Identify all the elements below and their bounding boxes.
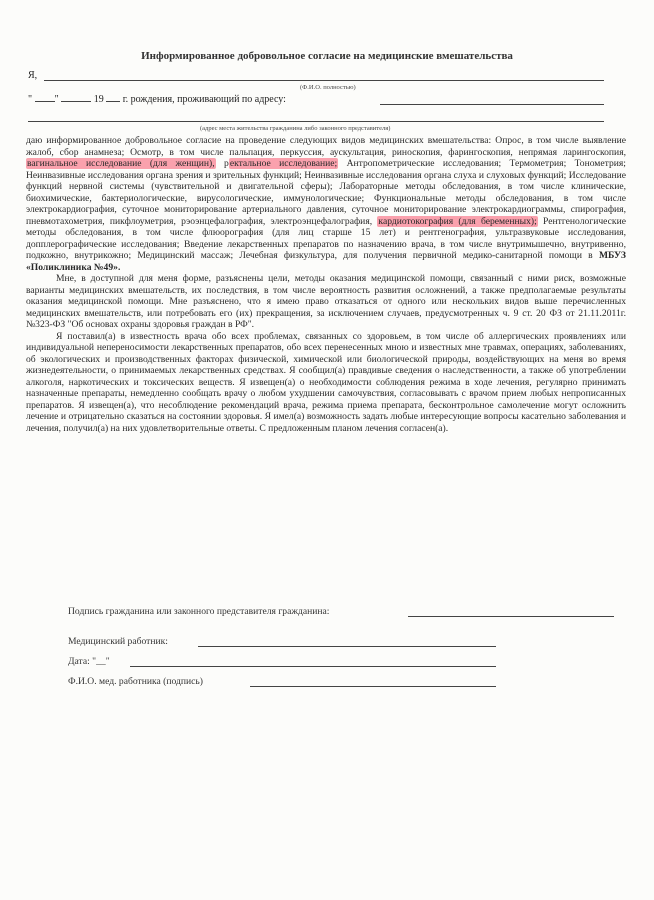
disclosure-paragraph: Я поставил(а) в известность врача обо всех проблемах, связанных со здоровьем, в том числе об аллергических проявлениях или индивидуальной непереносимости лекарственных препаратов, обо всех перенесенных мною и известных мне травмах, операциях, заболеваниях, об экологических и производственных факторах физической, химической или биологической природы, воздействующих на меня во время жизнедеятельности, о принимаемых лекарственных средствах. Я сообщил(а) правдивые сведения о наследственности, а также об употреблении алкоголя, наркотических и токсических веществ. Я извещен(а) о необходимости соблюдения режима в ходе лечения, регулярно принимать назначенные препараты, немедленно сообщать врачу о любом ухудшении самочувствия, согласовывать с врачом прием любых непрописанных препаратов. Я извещен(а), что несоблюдение рекомендаций врача, режима приема препарата, бесконтрольное самолечение могут осложнить лечение и отрицательно сказаться на состоянии здоровья. Я имел(а) возможность задать любые интересующие вопросы касательно заболевания и лечения, получил(а) на них удовлетворительные ответы. С предложенным планом лечения согласен(а).: [26, 330, 626, 434]
birth-address-line: " " 19 г. рождения, проживающий по адресу:: [28, 94, 286, 105]
procedures-text-2: р: [224, 158, 229, 169]
medic-fio-label: Ф.И.О. мед. работника (подпись): [68, 676, 203, 687]
consent-body: [26, 135, 626, 434]
birth-year-prefix: 19: [93, 94, 104, 105]
procedures-text-3: Антропометрические исследования; Термометрия; Тонометрия; Неинвазивные исследования органа зрения и зрительных функций; Неинвазивные исследования органа слуха и слуховых функций; Исследование функций нервной системы (чувствительной и двигательной сферы); Лабораторные методы обследования, в том числе клинические, биохимические, бактериологические, вирусологические, иммунологические; Функциональные методы обследования, в том числе электрокардиография, суточное мониторирование артериального давления, суточное мониторирование электрокардиограммы, спирография, пневмотахометрия, пикфлоуметрия, рэоэнцефалография, электроэнцефалография,: [26, 158, 626, 227]
birth-quote: ": [28, 94, 33, 105]
address-rule-1: [380, 104, 604, 105]
ya-label: Я,: [28, 70, 38, 81]
highlight-rectal-exam: ектальное исследование;: [229, 158, 338, 169]
highlight-cardiotocography: кардиотокография (для беременных);: [378, 215, 537, 227]
birth-suffix: г. рождения, проживающий по адресу:: [122, 94, 286, 105]
address-rule-2: [28, 121, 604, 122]
medic-fio-rule[interactable]: [250, 686, 496, 687]
highlight-vaginal-exam: вагинальное исследование (для женщин),: [27, 158, 215, 169]
fio-caption: (Ф.И.О. полностью): [300, 84, 356, 91]
document-title: Информированное добровольное согласие на медицинские вмешательства: [141, 50, 513, 62]
fio-rule: [44, 80, 604, 81]
medic-signature-rule[interactable]: [198, 646, 496, 647]
procedures-paragraph: [26, 135, 626, 273]
procedures-text-4: Рентгенологические методы обследования, в том числе флюорография (для лиц старше 15 лет) и рентгенография, ультразвуковые исследования, допплерографические исследования; Введение лекарственных препаратов по назначению врача, в том числе внутримышечно, внутривенно, подкожно, внутрикожно; Медицинский массаж; Лечебная физкультура, для получения первичной медико-санитарной помощи в: [26, 215, 626, 261]
explanation-paragraph: Мне, в доступной для меня форме, разъяснены цели, методы оказания медицинской помощи, связанный с ними риск, возможные варианты медицинских вмешательств, их последствия, в том числе вероятность развития осложнений, а также предполагаемые результаты оказания медицинской помощи. Мне разъяснено, что я имею право отказаться от одного или нескольких видов выше перечисленных медицинских вмешательств, или потребовать его (их) прекращения, за исключением случаев, предусмотренных ч. 9 ст. 20 ФЗ от 21.11.2011г. №323-ФЗ "Об основах охраны здоровья граждан в РФ".: [26, 273, 626, 330]
citizen-signature-rule[interactable]: [408, 616, 614, 617]
procedures-text-1: даю информированное добровольное согласие на проведение следующих видов медицинских вмешательства: Опрос, в том числе выявление жалоб, сбор анамнеза; Осмотр, в том числе пальпация, перкуссия, аускультация, риноскопия, фарингоскопия, непрямая ларингоскопия,: [26, 135, 626, 158]
date-rule[interactable]: [130, 666, 496, 667]
clinic-name: МБУЗ «Поликлиника №49».: [26, 250, 626, 273]
medic-signature-label: Медицинский работник:: [68, 636, 168, 647]
citizen-signature-label: Подпись гражданина или законного представителя гражданина:: [68, 606, 330, 617]
date-label: Дата: "__": [68, 656, 110, 667]
address-caption: (адрес места жительства гражданина либо законного представителя): [200, 125, 391, 132]
